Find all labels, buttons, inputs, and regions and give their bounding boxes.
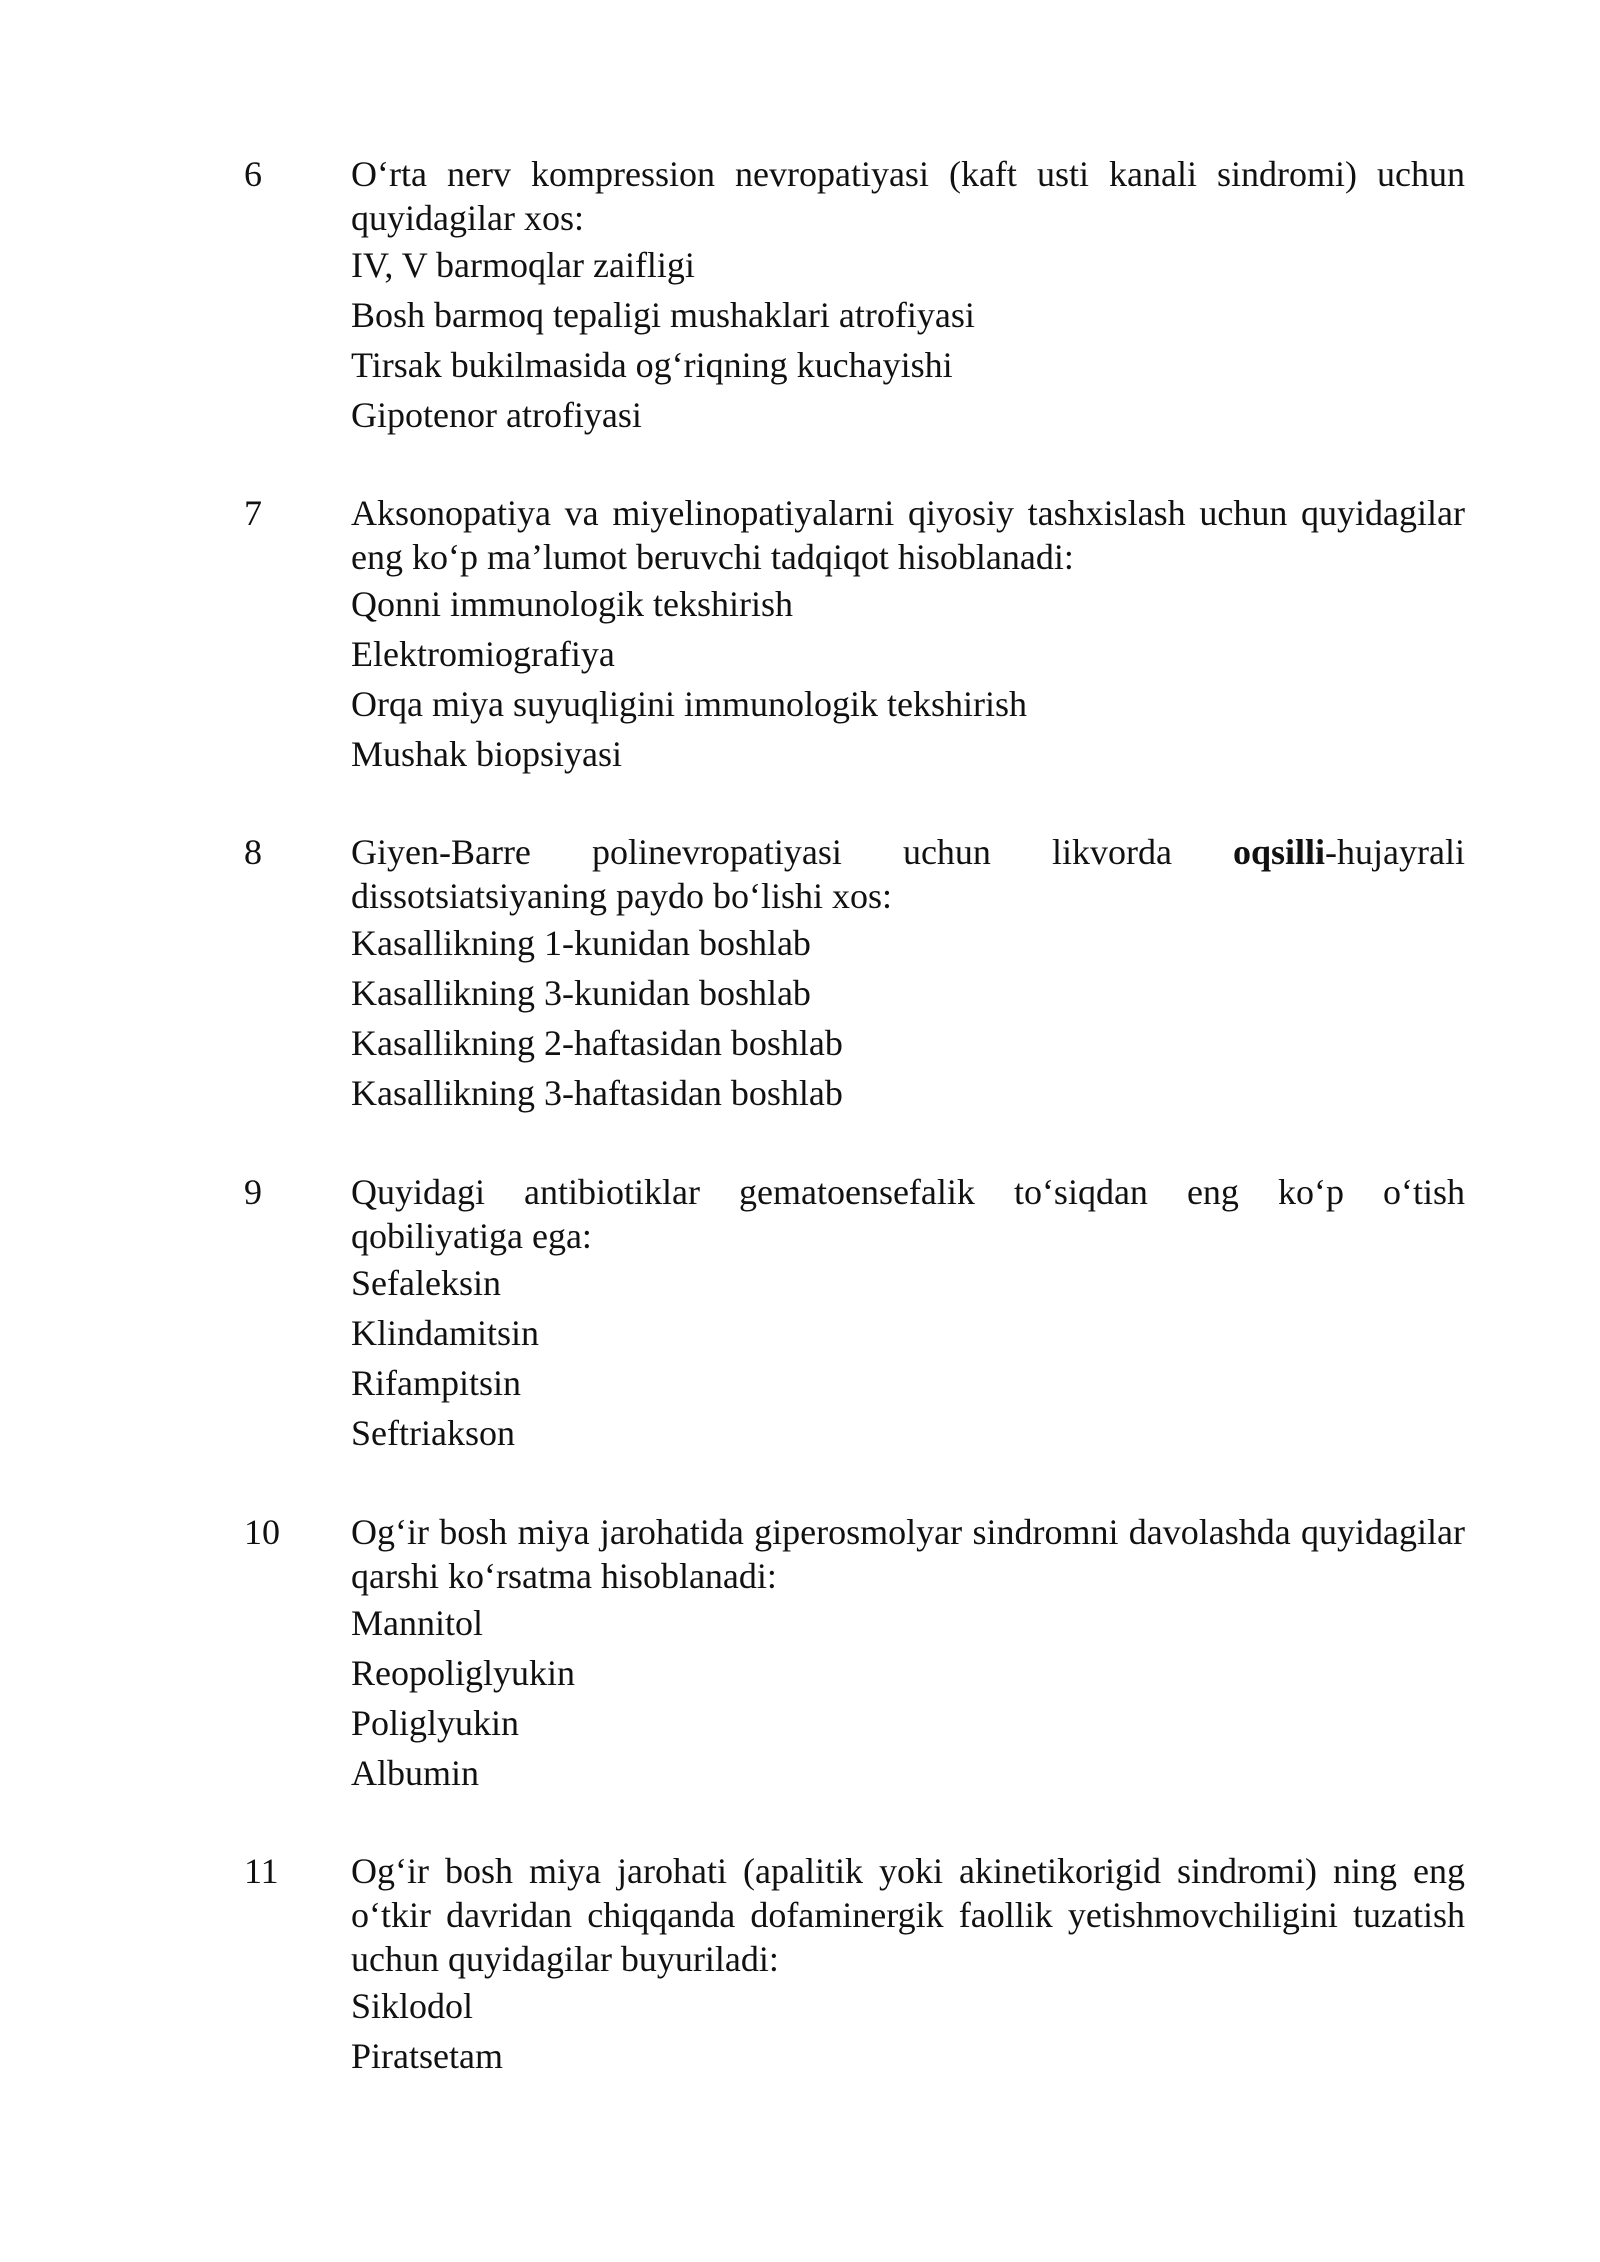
answer-option: Bosh barmoq tepaligi mushaklari atrofiyasi xyxy=(351,295,975,335)
question-body xyxy=(351,1510,1465,1798)
question-body xyxy=(351,491,1465,779)
question-number: 9 xyxy=(244,1172,262,1212)
question-number: 11 xyxy=(244,1851,279,1891)
answer-options xyxy=(351,1981,1465,2081)
question-text: Aksonopatiya va miyelinopatiyalarni qiyosiy tashxislash uchun quyidagilar eng ko‘p ma’lumot beruvchi tadqiqot hisoblanadi: xyxy=(351,493,1465,577)
question-text-part: -hujayrali dissotsiatsiyaning paydo bo‘lishi xos: xyxy=(351,832,1465,916)
question-text xyxy=(351,830,1465,918)
answer-option: Kasallikning 3-haftasidan boshlab xyxy=(351,1073,843,1113)
answer-options xyxy=(351,918,1465,1118)
question-number: 6 xyxy=(244,154,262,194)
answer-option: Qonni immunologik tekshirish xyxy=(351,584,794,624)
answer-options xyxy=(351,1598,1465,1798)
answer-option: Piratsetam xyxy=(351,2036,503,2076)
answer-option: Kasallikning 3-kunidan boshlab xyxy=(351,973,811,1013)
question-text-part: Giyen-Barre polinevropatiyasi uchun likvorda xyxy=(351,832,1233,872)
question-number: 7 xyxy=(244,493,262,533)
answer-option: Albumin xyxy=(351,1753,480,1793)
answer-option: Kasallikning 1-kunidan boshlab xyxy=(351,923,811,963)
answer-option: Seftriakson xyxy=(351,1413,515,1453)
question-text-bold: oqsilli xyxy=(1233,832,1326,872)
answer-options xyxy=(351,240,1465,440)
answer-option: IV, V barmoqlar zaifligi xyxy=(351,245,695,285)
answer-option: Sefaleksin xyxy=(351,1263,501,1303)
answer-option: Tirsak bukilmasida og‘riqning kuchayishi xyxy=(351,345,953,385)
question-text: Quyidagi antibiotiklar gematoensefalik to‘siqdan eng ko‘p o‘tish qobiliyatiga ega: xyxy=(351,1172,1465,1256)
answer-options xyxy=(351,579,1465,779)
question-text: Og‘ir bosh miya jarohati (apalitik yoki akinetikorigid sindromi) ning eng o‘tkir davridan chiqqanda dofaminergik faollik yetishmovchiligini tuzatish uchun quyidagilar buyuriladi: xyxy=(351,1851,1465,1979)
answer-option: Reopoliglyukin xyxy=(351,1653,575,1693)
question-number: 8 xyxy=(244,832,262,872)
question-text: O‘rta nerv kompression nevropatiyasi (kaft usti kanali sindromi) uchun quyidagilar xos: xyxy=(351,154,1465,238)
question-text: Og‘ir bosh miya jarohatida giperosmolyar sindromni davolashda quyidagilar qarshi ko‘rsatma hisoblanadi: xyxy=(351,1512,1465,1596)
question-body xyxy=(351,152,1465,440)
answer-options xyxy=(351,1258,1465,1458)
question-body xyxy=(351,1170,1465,1458)
answer-option: Rifampitsin xyxy=(351,1363,521,1403)
answer-option: Poliglyukin xyxy=(351,1703,520,1743)
answer-option: Gipotenor atrofiyasi xyxy=(351,395,642,435)
question-body xyxy=(351,830,1465,1118)
question-number: 10 xyxy=(244,1512,280,1552)
answer-option: Mannitol xyxy=(351,1603,483,1643)
question-body xyxy=(351,1849,1465,2081)
answer-option: Siklodol xyxy=(351,1986,474,2026)
answer-option: Mushak biopsiyasi xyxy=(351,734,623,774)
answer-option: Kasallikning 2-haftasidan boshlab xyxy=(351,1023,843,1063)
answer-option: Orqa miya suyuqligini immunologik tekshirish xyxy=(351,684,1027,724)
answer-option: Elektromiografiya xyxy=(351,634,615,674)
answer-option: Klindamitsin xyxy=(351,1313,539,1353)
